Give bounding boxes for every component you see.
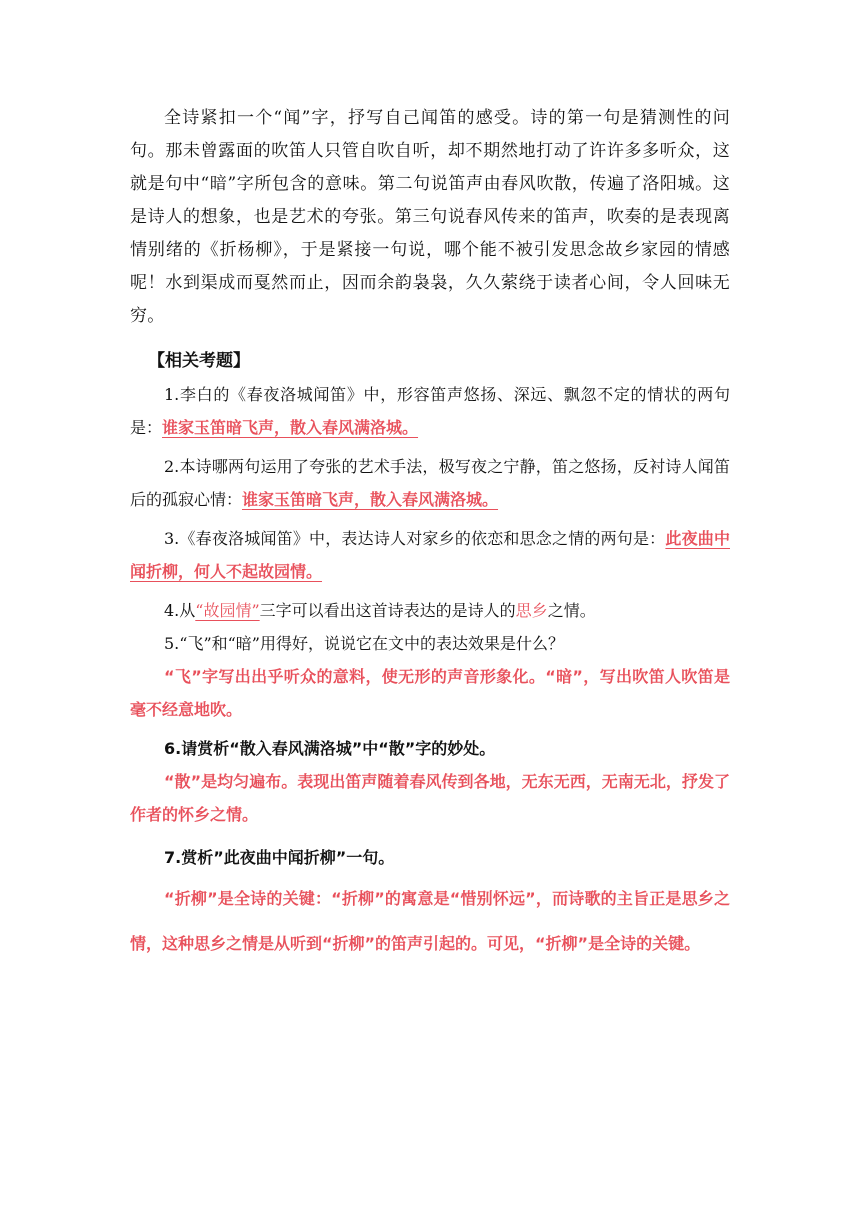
question-6 <box>130 732 730 765</box>
question-6-prompt: 6.请赏析“散入春风满洛城”中“散”字的妙处。 <box>164 739 496 758</box>
question-2 <box>130 450 730 516</box>
question-7-prompt: 7.赏析”此夜曲中闻折柳”一句。 <box>164 848 395 867</box>
question-1-prompt: 1.李白的《春夜洛城闻笛》中，形容笛声悠扬、深远、飘忽不定的情状的两句是： <box>130 385 730 437</box>
question-4 <box>130 594 730 627</box>
question-4-prompt-before: 4.从 <box>164 601 196 620</box>
question-3-answer: 此夜曲中闻折柳，何人不起故园情。 <box>130 529 730 581</box>
question-7-answer: “折柳”是全诗的关键：“折柳”的寓意是“惜别怀远”，而诗歌的主旨正是思乡之情，这种思乡之情是从听到“折柳”的笛声引起的。可见，“折柳”是全诗的关键。 <box>130 889 730 953</box>
question-4-prompt-after: 之情。 <box>547 601 596 620</box>
document-body <box>130 102 730 966</box>
section-heading: 【相关考题】 <box>148 351 250 371</box>
question-4-blank-1: “故园情” <box>195 601 260 620</box>
question-5-prompt: 5.“飞”和“暗”用得好，说说它在文中的表达效果是什么？ <box>164 634 564 653</box>
question-4-blank-2: 思乡 <box>515 601 548 620</box>
question-3-prompt: 3.《春夜洛城闻笛》中，表达诗人对家乡的依恋和思念之情的两句是： <box>164 529 666 548</box>
question-6-answer: “散”是均匀遍布。表现出笛声随着春风传到各地，无东无西，无南无北，抒发了作者的怀乡之情。 <box>130 772 730 824</box>
question-4-prompt-middle: 三字可以看出这首诗表达的是诗人的 <box>259 601 516 620</box>
question-1 <box>130 378 730 444</box>
question-1-answer: 谁家玉笛暗飞声，散入春风满洛城。 <box>162 418 419 437</box>
question-5 <box>130 627 730 660</box>
question-3 <box>130 522 730 588</box>
question-2-prompt: 2.本诗哪两句运用了夸张的艺术手法，极写夜之宁静，笛之悠扬，反衬诗人闻笛后的孤寂心情： <box>130 457 730 509</box>
question-7 <box>130 841 730 874</box>
question-2-answer: 谁家玉笛暗飞声，散入春风满洛城。 <box>242 490 499 509</box>
question-5-answer: “飞”字写出出乎听众的意料，使无形的声音形象化。“暗”，写出吹笛人吹笛是毫不经意地吹。 <box>130 667 730 719</box>
intro-paragraph: 全诗紧扣一个“闻”字，抒写自己闻笛的感受。诗的第一句是猜测性的问句。那未曾露面的吹笛人只管自吹自听，却不期然地打动了许许多多听众，这就是句中“暗”字所包含的意味。第二句说笛声由春风吹散，传遍了洛阳城。这是诗人的想象，也是艺术的夸张。第三句说春风传来的笛声，吹奏的是表现离情别绪的《折杨柳》，于是紧接一句说，哪个能不被引发思念故乡家园的情感呢！水到渠成而戛然而止，因而余韵袅袅，久久萦绕于读者心间，令人回味无穷。 <box>130 108 730 326</box>
